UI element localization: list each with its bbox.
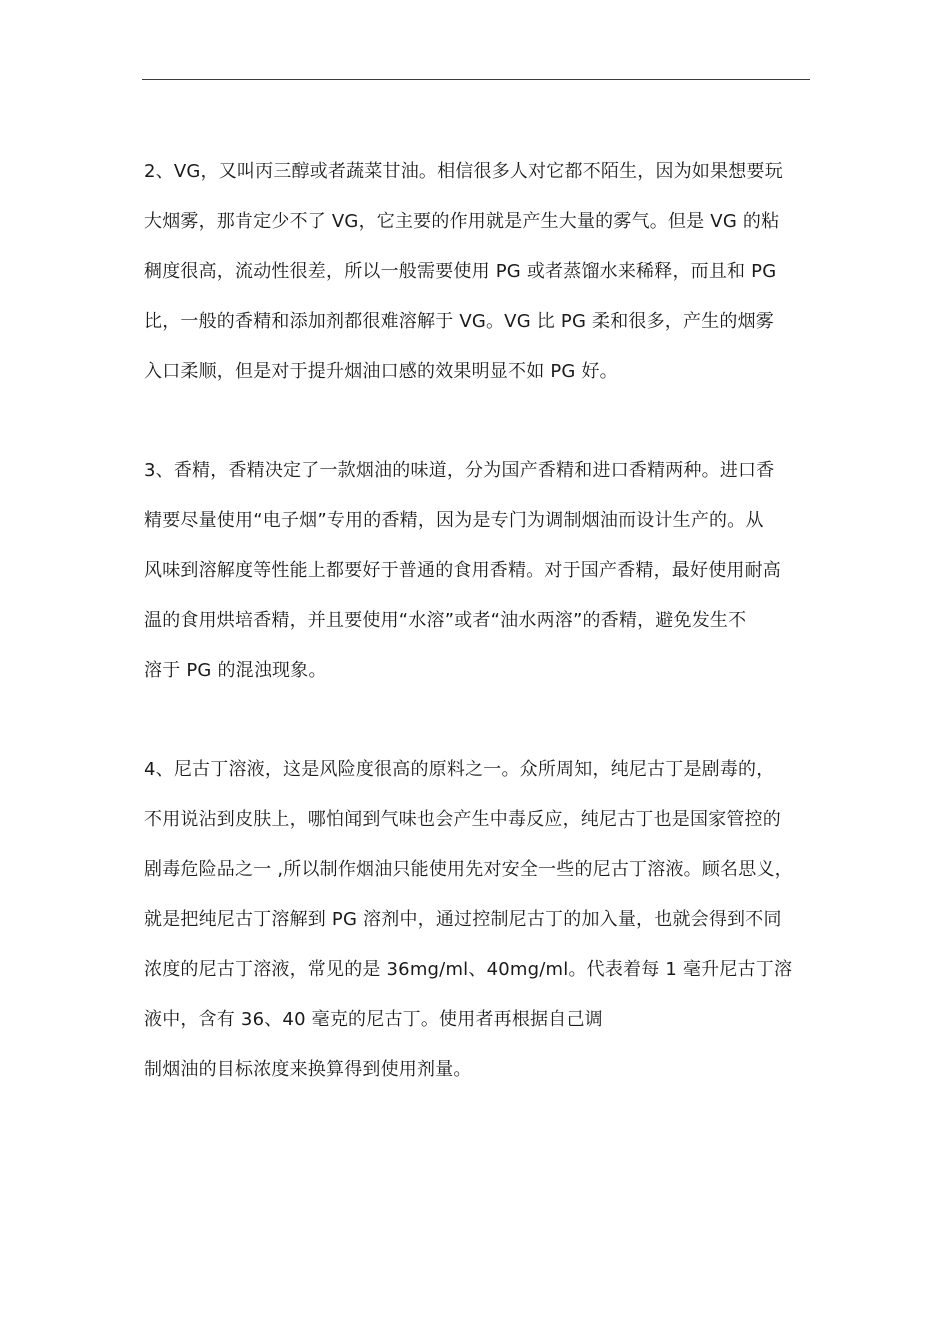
- paragraph-nicotine: [144, 745, 816, 1095]
- text-line: 溶于 PG 的混浊现象。: [144, 660, 327, 681]
- text-line: 液中，含有 36、40 毫克的尼古丁。使用者再根据自己调: [144, 1009, 603, 1030]
- text-line: 2、VG，又叫丙三醇或者蔬菜甘油。相信很多人对它都不陌生，因为如果想要玩: [144, 161, 783, 182]
- text-line: 大烟雾，那肯定少不了 VG，它主要的作用就是产生大量的雾气。但是 VG 的粘: [144, 211, 780, 232]
- paragraph-flavoring: [144, 446, 816, 696]
- text-line: 不用说沾到皮肤上，哪怕闻到气味也会产生中毒反应，纯尼古丁也是国家管控的: [144, 809, 781, 830]
- text-line: 精要尽量使用“电子烟”专用的香精，因为是专门为调制烟油而设计生产的。从: [144, 510, 764, 531]
- text-line: 比，一般的香精和添加剂都很难溶解于 VG。VG 比 PG 柔和很多，产生的烟雾: [144, 311, 775, 332]
- paragraph-vg: [144, 147, 816, 397]
- text-line: 温的食用烘培香精，并且要使用“水溶”或者“油水两溶”的香精，避免发生不: [144, 610, 747, 631]
- document-body: [144, 147, 816, 1095]
- header-divider: [142, 79, 810, 80]
- text-line: 风味到溶解度等性能上都要好于普通的食用香精。对于国产香精，最好使用耐高: [144, 560, 781, 581]
- text-line: 浓度的尼古丁溶液，常见的是 36mg/ml、40mg/ml。代表着每 1 毫升尼古丁溶: [144, 959, 793, 980]
- text-line: 稠度很高，流动性很差，所以一般需要使用 PG 或者蒸馏水来稀释，而且和 PG: [144, 261, 777, 282]
- text-line: 入口柔顺，但是对于提升烟油口感的效果明显不如 PG 好。: [144, 361, 618, 382]
- text-line: 就是把纯尼古丁溶解到 PG 溶剂中，通过控制尼古丁的加入量，也就会得到不同: [144, 909, 782, 930]
- text-line: 制烟油的目标浓度来换算得到使用剂量。: [144, 1059, 472, 1080]
- text-line: 4、尼古丁溶液，这是风险度很高的原料之一。众所周知，纯尼古丁是剧毒的，: [144, 759, 775, 780]
- paragraph-gap: [144, 397, 816, 446]
- text-line: 剧毒危险品之一 ,所以制作烟油只能使用先对安全一些的尼古丁溶液。顾名思义，: [144, 859, 793, 880]
- text-line: 3、香精，香精决定了一款烟油的味道，分为国产香精和进口香精两种。进口香: [144, 460, 775, 481]
- paragraph-gap: [144, 696, 816, 745]
